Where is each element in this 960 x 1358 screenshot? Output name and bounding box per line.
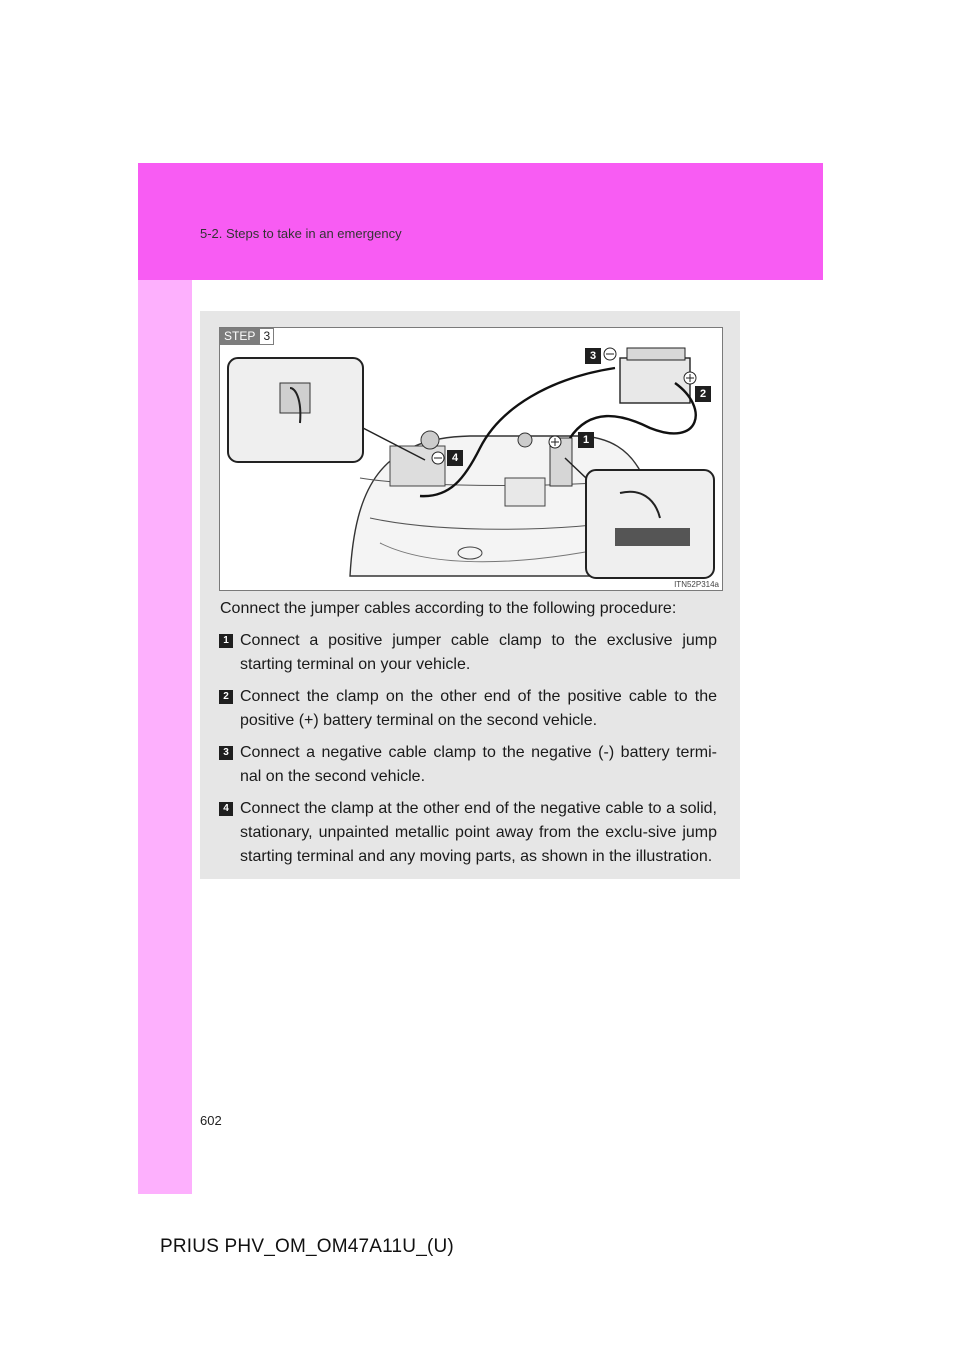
step-marker-1: 1	[219, 634, 233, 648]
procedure-step	[219, 797, 717, 869]
procedure-intro: Connect the jumper cables according to the following procedure:	[220, 600, 677, 617]
side-color-band	[138, 163, 192, 1194]
jump-start-illustration	[219, 327, 723, 591]
step-marker-3: 3	[219, 746, 233, 760]
section-title: 5-2. Steps to take in an emergency	[200, 226, 402, 241]
step-text: Connect the clamp on the other end of the positive cable to the positive (+) battery terminal on the second vehicle.	[240, 688, 717, 729]
callout-4: 4	[447, 450, 463, 466]
step-badge	[220, 328, 274, 345]
illustration-code: ITN52P314a	[674, 580, 719, 589]
step-number: 3	[259, 328, 274, 345]
header-color-band	[138, 163, 823, 280]
callout-1: 1	[578, 432, 594, 448]
step-text: Connect the clamp at the other end of the negative cable to a solid, stationary, unpainted metallic point away from the exclu-sive jump starting terminal and any moving parts, as shown in the illustration.	[240, 800, 717, 865]
procedure-step	[219, 685, 717, 733]
step-text: Connect a positive jumper cable clamp to the exclusive jump starting terminal on your vehicle.	[240, 632, 717, 673]
engine-bay-drawing	[220, 328, 723, 591]
step-label: STEP	[220, 328, 259, 345]
step-marker-4: 4	[219, 802, 233, 816]
document-id: PRIUS PHV_OM_OM47A11U_(U)	[160, 1236, 454, 1257]
procedure-step	[219, 741, 717, 789]
step-text: Connect a negative cable clamp to the negative (-) battery termi-nal on the second vehicle.	[240, 744, 717, 785]
procedure-step	[219, 629, 717, 677]
procedure-steps	[219, 629, 717, 877]
callout-2: 2	[695, 386, 711, 402]
page-number: 602	[200, 1113, 222, 1128]
callout-3: 3	[585, 348, 601, 364]
step-marker-2: 2	[219, 690, 233, 704]
